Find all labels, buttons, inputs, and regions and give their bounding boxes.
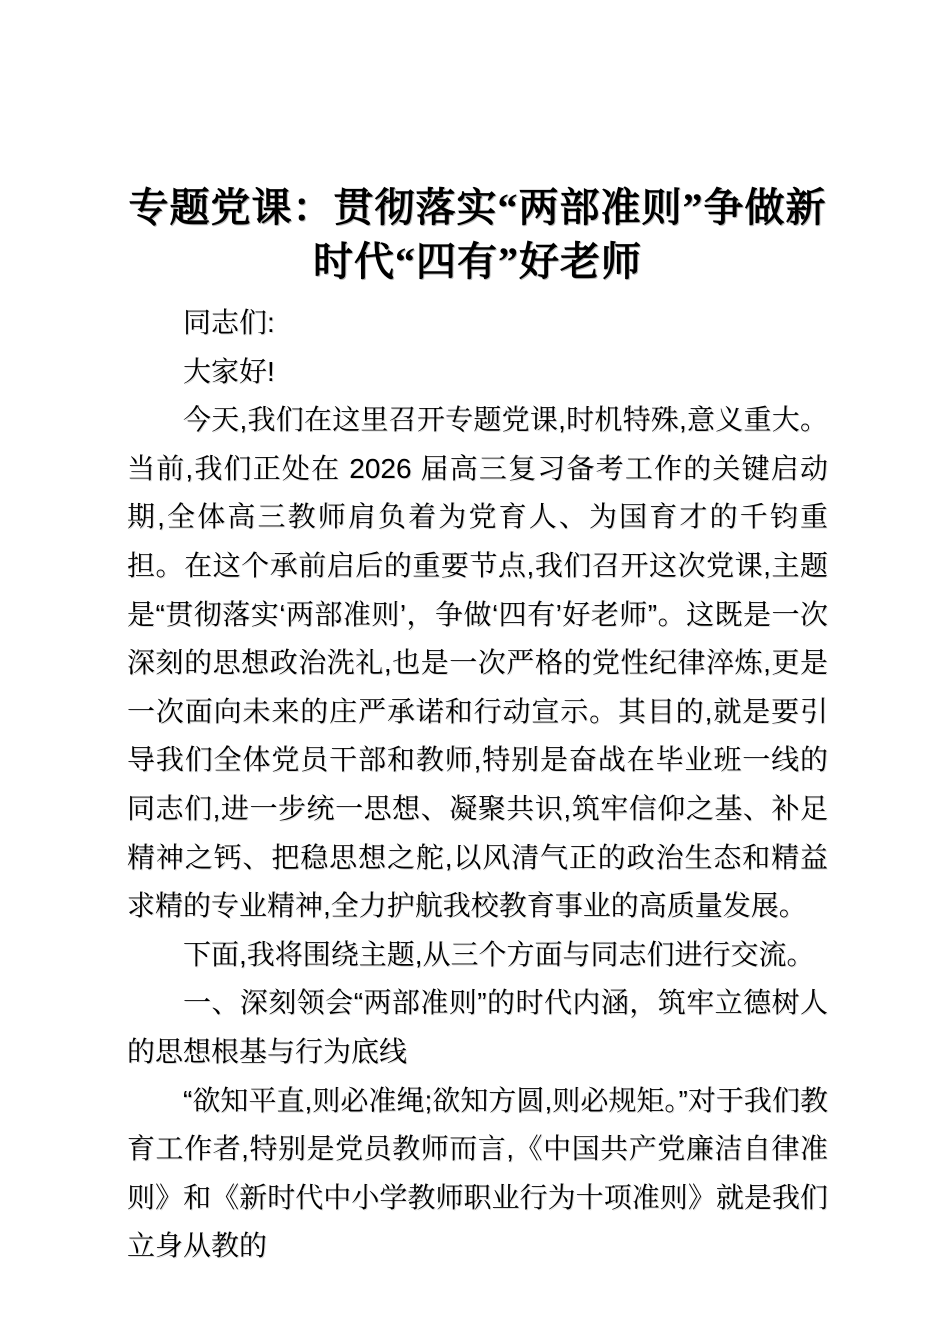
paragraph: 大家好! [183,355,275,387]
section-heading: 一、深刻领会“两部准则”的时代内涵，筑牢立德树人的思想根基与行为底线 [127,987,828,1067]
paragraph: 下面,我将围绕主题,从三个方面与同志们进行交流。 [183,938,815,970]
document-body [127,299,828,1271]
paragraph: 今天,我们在这里召开专题党课,时机特殊,意义重大。当前,我们正处在 2026 届高三复习备考工作的关键启动期,全体高三教师肩负着为党育人、为国育才的千钧重担。在这个承前启后的重要节点,我们召开这次党课,主题是“贯彻落实‘两部准则’，争做‘四有’好老师”。这既是一次深刻的思想政治洗礼,也是一次严格的党性纪律淬炼,更是一次面向未来的庄严承诺和行动宣示。其目的,就是要引导我们全体党员干部和教师,特别是奋战在毕业班一线的同志们,进一步统一思想、凝聚共识,筑牢信仰之基、补足精神之钙、把稳思想之舵,以风清气正的政治生态和精益求精的专业精神,全力护航我校教育事业的高质量发展。 [127,404,828,922]
paragraph: “欲知平直,则必准绳;欲知方圆,则必规矩。”对于我们教育工作者,特别是党员教师而言,《中国共产党廉洁自律准则》和《新时代中小学教师职业行为十项准则》就是我们立身从教的 [127,1084,828,1262]
document-title: 专题党课：贯彻落实“两部准则”争做新时代“四有”好老师 [128,185,827,284]
paragraph: 同志们: [183,307,275,338]
